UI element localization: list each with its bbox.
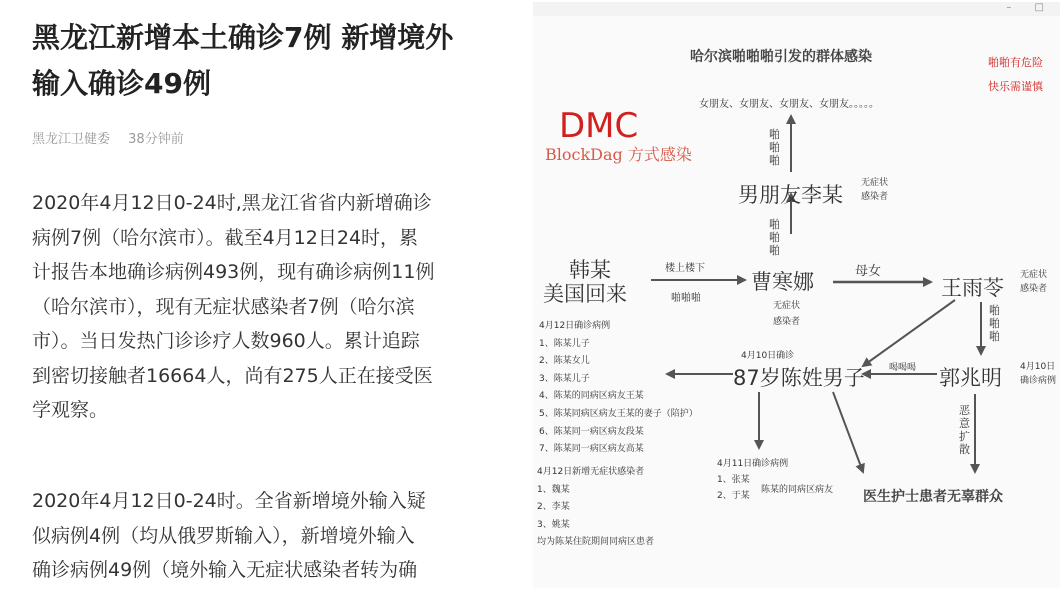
boyfriend-node: 男朋友李某 <box>738 183 843 207</box>
list-item: 7、陈某同一病区病友高某 <box>539 444 644 455</box>
han-node-line2: 美国回来 <box>543 282 627 306</box>
boyfriend-tag-1: 无症状 <box>861 178 889 188</box>
paragraph-2-line: 确诊病例49例（境外输入无症状感染者转为确 <box>32 559 418 581</box>
malicious-spread-label: 恶意扩散 <box>959 404 970 456</box>
window-controls[interactable]: – □ <box>1006 2 1054 13</box>
paragraph-2-line: 2020年4月12日0-24时。全省新增境外输入疑 <box>32 490 426 512</box>
papapa-vertical-3: 啪啪啪 <box>989 304 1000 343</box>
dmc-text: DMC <box>559 106 639 146</box>
hehe-label: 喝喝喝 <box>889 363 917 373</box>
munv-label: 母女 <box>855 264 882 279</box>
victims-label: 医生护士患者无辜群众 <box>863 489 1003 505</box>
list-item: 4、陈某的同病区病友王某 <box>539 391 644 402</box>
cao-tag-2: 感染者 <box>773 317 801 327</box>
cao-tag-1: 无症状 <box>773 301 801 311</box>
list-item: 3、陈某儿子 <box>539 373 590 384</box>
wang-node: 王雨苓 <box>941 276 1004 300</box>
article-meta <box>32 128 198 147</box>
paragraph-1 <box>32 186 504 428</box>
blockdag-text: BlockDag 方式感染 <box>545 145 692 164</box>
apr11-confirmed-list <box>717 456 788 504</box>
list-item: 2、于某 <box>717 491 750 501</box>
asym-note: 均为陈某住院期间同病区患者 <box>537 537 655 547</box>
guo-node: 郭兆明 <box>939 366 1002 390</box>
boyfriend-tag-2: 感染者 <box>861 192 889 202</box>
list-item: 2、陈某女儿 <box>539 356 590 367</box>
guo-tag-2: 确诊病例 <box>1020 376 1057 386</box>
paragraph-1-line: （哈尔滨市），现有无症状感染者7例（哈尔滨 <box>32 295 415 318</box>
apr11-note: 陈某的同病区病友 <box>761 485 834 495</box>
paragraph-1-line: 2020年4月12日0-24时,黑龙江省省内新增确诊 <box>32 192 432 214</box>
papapa-vertical-2: 啪啪啪 <box>769 218 780 257</box>
apr12-list-title: 4月12日确诊病例 <box>539 321 611 331</box>
warning-line-2: 快乐需谨慎 <box>988 80 1043 93</box>
paragraph-1-line: 市）。当日发热门诊诊疗人数960人。累计追踪 <box>32 330 420 352</box>
list-item: 3、姚某 <box>537 519 570 530</box>
chen-node: 87岁陈姓男子 <box>733 366 865 390</box>
han-node-line1: 韩某 <box>569 258 611 282</box>
list-item: 2、李某 <box>537 502 570 512</box>
papapa-vertical-1: 啪啪啪 <box>769 128 780 167</box>
guo-tag <box>1020 360 1056 388</box>
diagram-title: 哈尔滨啪啪啪引发的群体感染 <box>690 49 872 65</box>
paragraph-1-line: 学观察。 <box>32 399 109 421</box>
list-item: 1、魏某 <box>537 484 570 495</box>
warning-line-1: 啪啪有危险 <box>988 56 1043 69</box>
chen-date: 4月10日确诊 <box>741 351 795 361</box>
apr12-confirmed-list <box>539 318 698 459</box>
louxia-label: 楼上楼下 <box>665 263 705 274</box>
girlfriends-label: 女朋友、女朋友、女朋友、女朋友。。。。。 <box>699 99 879 110</box>
list-item: 5、陈某同病区病友王某的妻子（陪护） <box>539 408 698 419</box>
asym-list-title: 4月12日新增无症状感染者 <box>537 467 645 477</box>
paragraph-2-line: 似病例4例（均从俄罗斯输入），新增境外输入 <box>32 524 415 547</box>
publish-time: 38分钟前 <box>128 132 184 147</box>
infection-diagram-image <box>533 2 1060 588</box>
headline-line-1: 黑龙江新增本土确诊7例 新增境外 <box>32 21 454 54</box>
paragraph-2 <box>32 484 504 588</box>
wang-tag-2: 感染者 <box>1020 284 1048 294</box>
list-item: 1、陈某儿子 <box>539 338 590 349</box>
paragraph-1-line: 到密切接触者16664人，尚有275人正在接受医 <box>32 364 433 387</box>
source-label[interactable]: 黑龙江卫健委 <box>32 132 111 147</box>
cao-node: 曹寒娜 <box>751 270 814 294</box>
headline-line-2: 输入确诊49例 <box>32 67 211 100</box>
guo-tag-1: 4月10日 <box>1020 362 1056 372</box>
cao-tag <box>773 298 800 330</box>
arrow-chen-to-victims <box>833 392 863 472</box>
list-item: 1、张某 <box>717 475 750 485</box>
papapa-horizontal: 啪啪啪 <box>671 293 701 304</box>
apr12-asymptomatic-list <box>537 464 654 552</box>
boyfriend-tag <box>861 176 888 204</box>
apr11-list-title: 4月11日确诊病例 <box>717 459 789 469</box>
arrow-wang-to-chen <box>863 300 955 366</box>
list-item: 6、陈某同一病区病友段某 <box>539 426 644 437</box>
wang-tag-1: 无症状 <box>1020 270 1048 280</box>
wang-tag <box>1020 268 1047 296</box>
paragraph-1-line: 病例7例（哈尔滨市）。截至4月12日24时，累 <box>32 226 419 249</box>
paragraph-1-line: 计报告本地确诊病例493例，现有确诊病例11例 <box>32 261 435 283</box>
